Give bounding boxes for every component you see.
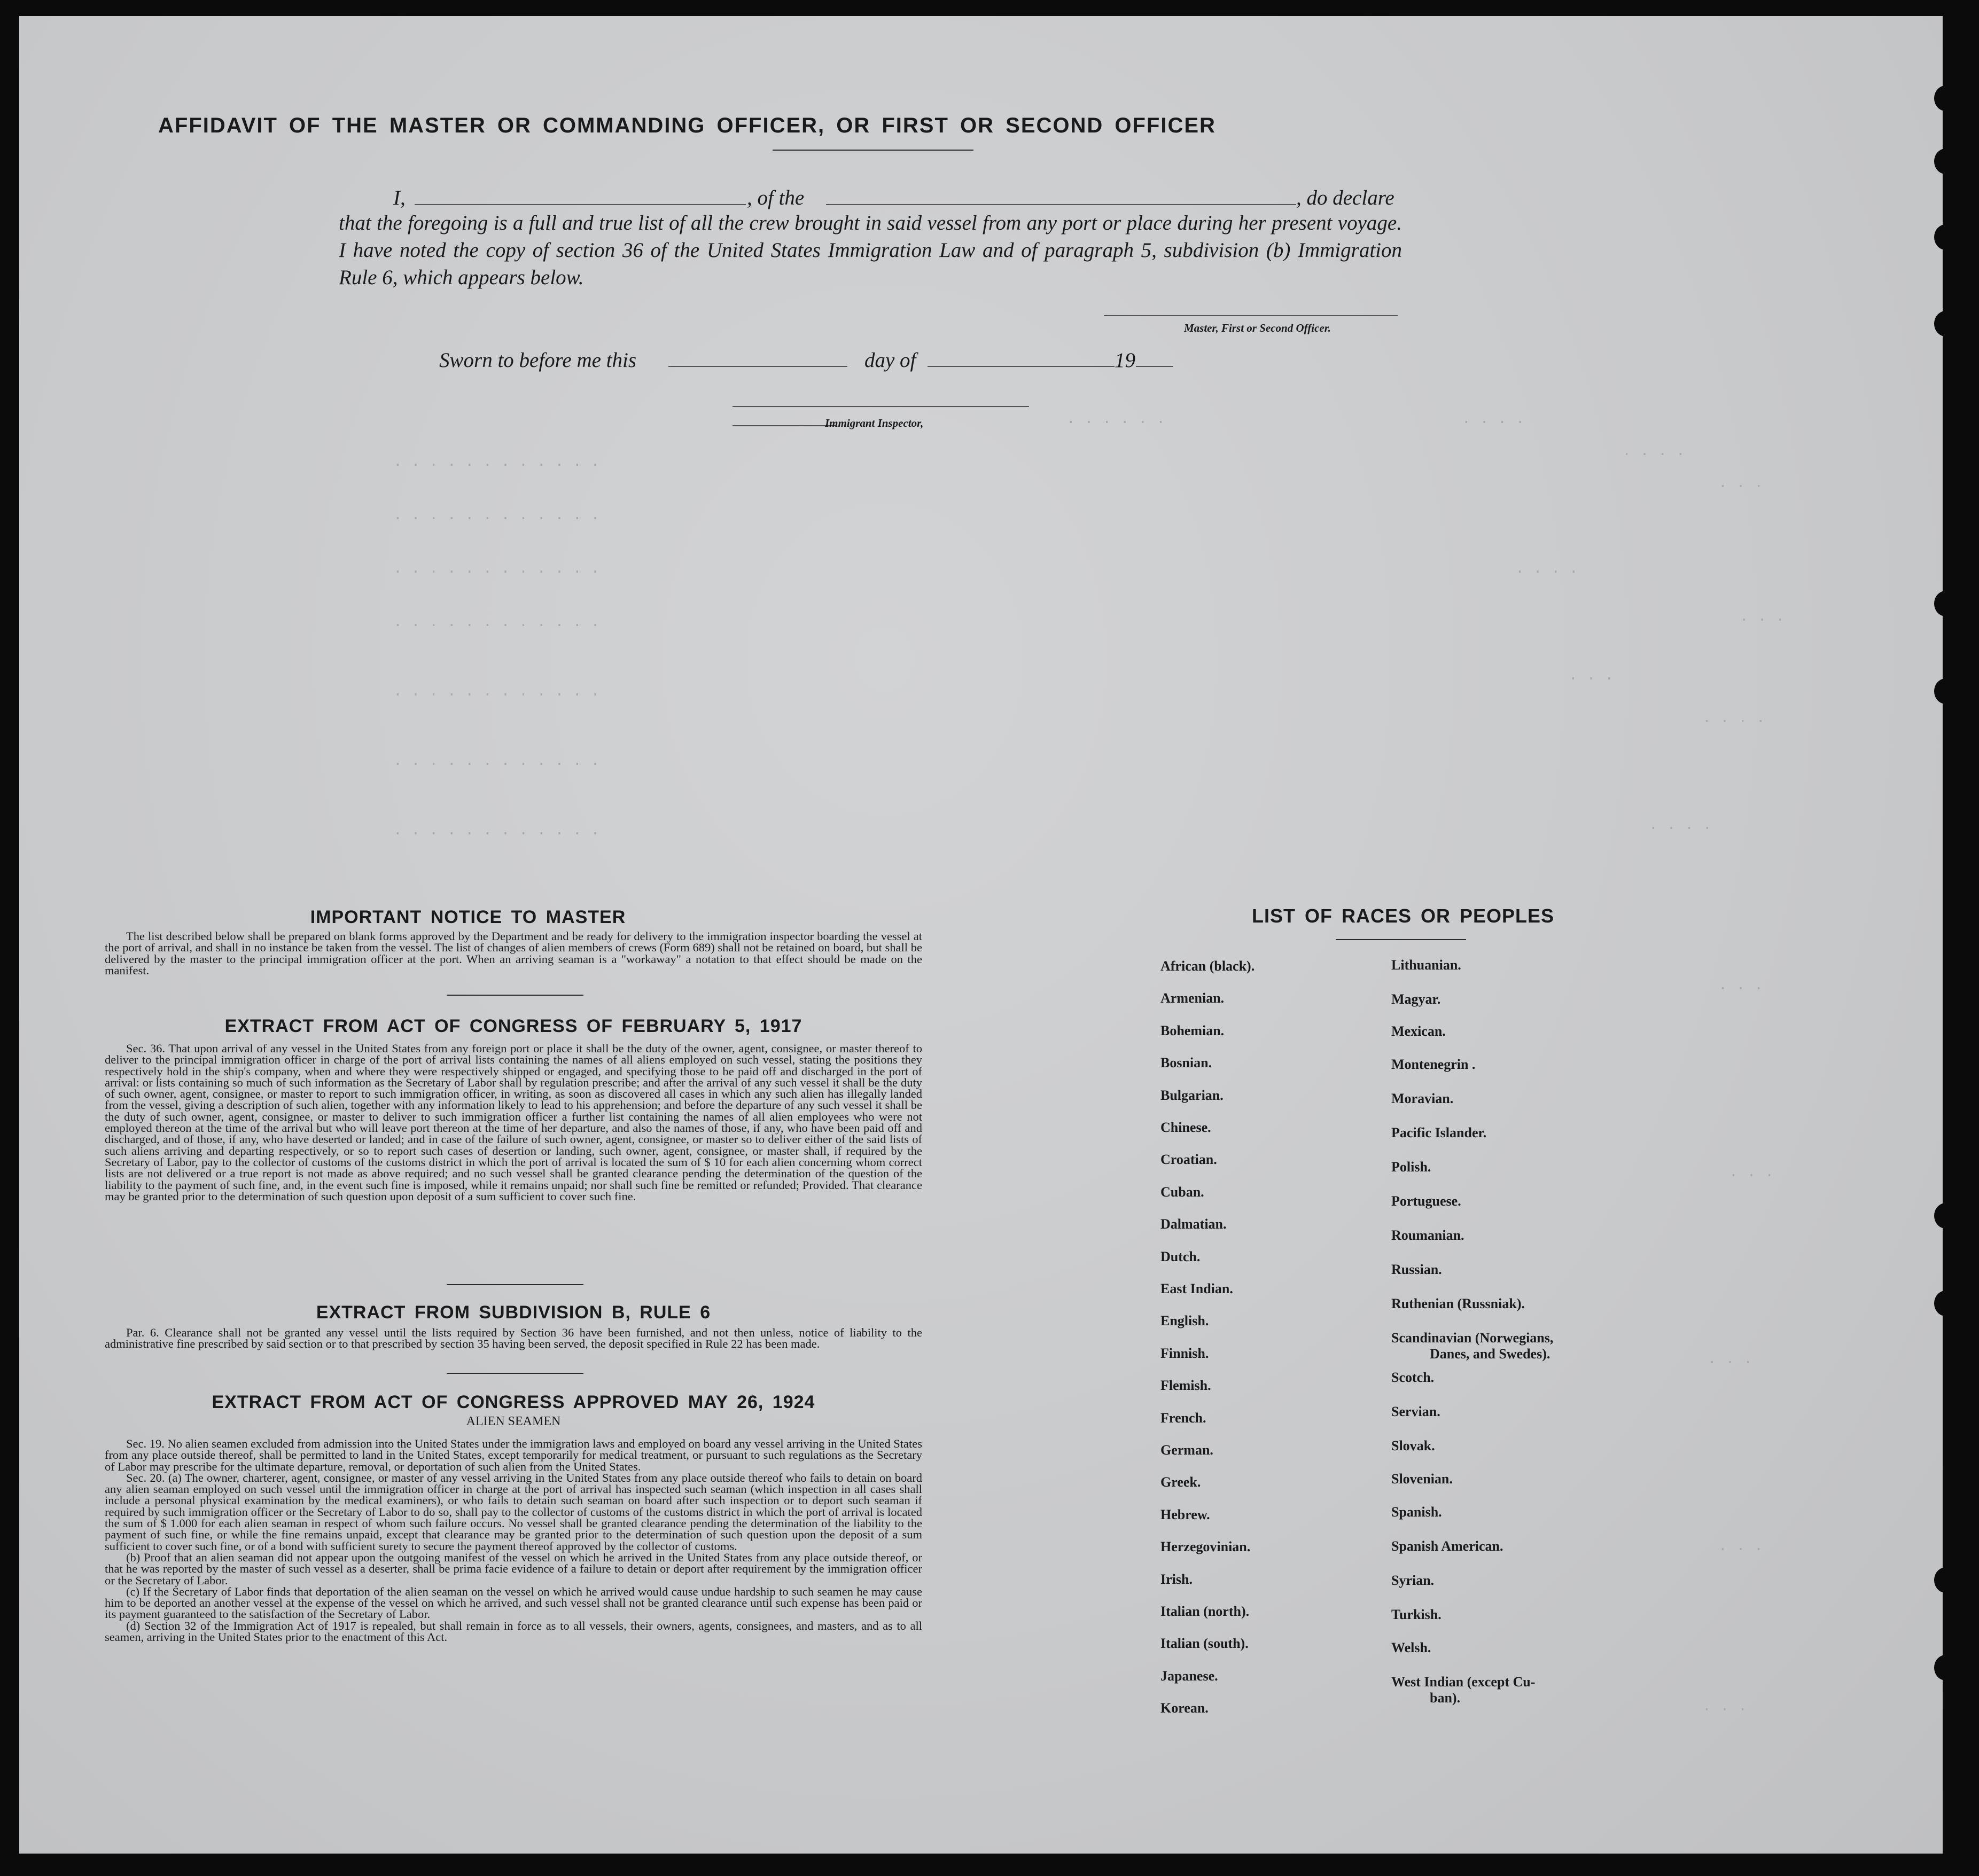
race-item: Chinese. (1160, 1120, 1211, 1135)
race-item: Dutch. (1160, 1248, 1201, 1264)
extract-1924-para: (b) Proof that an alien seaman did not appear upon the outgoing manifest of the vessel on which he arrived in the United States from any place outside thereof, or that he was reported by the master of such vessel as a deserter, shall be prima facie evidence of a failure to detain or deport after requirement by the immigration officer or the Secretary of Labor. (105, 1550, 922, 1587)
inspector-signature-label: Immigrant Inspector, (825, 417, 924, 429)
extract-1917-rule (447, 1284, 583, 1285)
affidavit-title-rule (773, 150, 973, 151)
race-item: Mexican. (1391, 1023, 1446, 1039)
notice-text: The list described below shall be prepared on blank forms approved by the Department and be ready for delivery to the immigration inspector boarding the vessel at the port of arrival, and shall in no instance be taken from the vessel. The list of changes of alien members of crews (Form 689) shall not be retained on board, but shall be delivered by the master to the principal immigration officer at the port. When an arriving seaman is a "workaway" a notation to that effect should be made on the manifest. (105, 929, 922, 977)
extract-1924-subtitle: ALIEN SEAMEN (466, 1414, 561, 1428)
race-item: Korean. (1160, 1700, 1209, 1716)
race-item: Syrian. (1391, 1573, 1435, 1588)
notice-rule (447, 995, 583, 996)
affidavit-body: that the foregoing is a full and true list of all the crew brought in said vessel from any port or place during her present voyage. I have noted the copy of section 36 of the United States Immigration Law and of paragraph 5, subdivision (b) Immigration Rule 6, which appears below. (339, 212, 1402, 289)
race-item: Portuguese. (1391, 1193, 1461, 1209)
inspector-signature-line-2 (733, 425, 837, 426)
punch-hole (1934, 1567, 1958, 1593)
race-item: Croatian. (1160, 1152, 1217, 1168)
inspector-signature-line (733, 406, 1029, 407)
race-item: Cuban. (1160, 1184, 1204, 1200)
race-item: Slovenian. (1391, 1471, 1453, 1487)
race-item: Lithuanian. (1391, 957, 1461, 973)
race-item: West Indian (except Cu- (1391, 1674, 1536, 1690)
race-item: Irish. (1160, 1571, 1193, 1587)
name-blank-line (415, 204, 746, 205)
races-title-rule (1336, 939, 1466, 940)
race-item: Ruthenian (Russniak). (1391, 1296, 1525, 1311)
affidavit-i: I, (393, 186, 406, 209)
race-item: Japanese. (1160, 1668, 1218, 1684)
race-item: Finnish. (1160, 1345, 1209, 1361)
race-item: Servian. (1391, 1404, 1440, 1419)
sworn-day-line (668, 366, 847, 367)
race-item: Montenegrin . (1391, 1057, 1476, 1072)
race-item: ban). (1430, 1690, 1461, 1706)
punch-hole (1934, 1291, 1958, 1316)
race-item: Armenian. (1160, 990, 1225, 1006)
extract-rule6-rule (447, 1373, 583, 1374)
sworn-month-line (928, 366, 1115, 367)
document-page: . . . . . . . . . . . . . . . . . . . . . . . . . . . . . . . . . . . . . . . . . . . . . . . . . . . . . . . . . . . . . . . . . . . . . . . . . . . . . . . . . . . . . . . . . . . . . . . . . . . . . . . . . . . . . . . . . . . . . . . . . . . . . . . . . . . . . . AFFIDAVIT OF THE MASTER OR COMMANDING OFFICER, OR FIRST OR SECOND OFFICER I, , of the , do declare that the foregoing is a full and true list of all the crew brought in said vessel from any port or place during her present voyage. I have noted the copy of section 36 of the United States Immigration Law and of paragraph 5, subdivision (b) Immigration Rule 6, which appears below. Master, First or Second Officer. Sworn to before me this day of 19 Immigrant Inspector, IMPORTANT NOTICE TO MASTER The list described below shall be prepared on blank forms approved by the Department and be ready for delivery to the immigration inspector boarding the vessel at the port of arrival, and shall in no instance be taken from the vessel. The list of changes of alien members of crews (Form 689) shall not be retained on board, but shall be delivered by the master to the principal immigration officer at the port. When an arriving seaman is a "workaway" a notation to that effect should be made on the manifest. EXTRACT FROM ACT OF CONGRESS OF FEBRUARY 5, 1917 Sec. 36. That upon arrival of any vessel in the United States from any foreign port or place it shall be the duty of the owner, agent, consignee, or master thereof to deliver to the principal immigration officer in charge of the port of arrival lists containing the names of all aliens employed on such vessel, stating the positions they respectively hold in the ship's company, when and where they were respectively shipped or engaged, and specifying those to be paid off and discharged in the port of arrival: or lists containing so much of such information as the Secretary of Labor shall by regulation prescribe; and after the arrival of any such vessel it shall be the duty of such owner, agent, consignee, or master to report to such immigration officer, in writing, as soon as discovered all cases in which any such alien has illegally landed from the vessel, giving a description of such alien, together with any information likely to lead to his apprehension; and before the departure of any such vessel it shall be the duty of such owner, agent, consignee, or master to deliver to such immigration officer a further list containing the names of all alien employees who were not employed thereon at the time of the arrival but who will leave port thereon at the time of her departure, and also the names of those, if any, who have been paid off and discharged, and of those, if any, who have deserted or landed; and in case of the failure of such owner, agent, consignee, or master so to deliver either of the said lists of such aliens arriving and departing respectively, or so to report such cases of desertion or landing, such owner, agent, consignee, or master shall, if required by the Secretary of Labor, pay to the collector of customs of the customs district in which the port of arrival is located the sum of $ 10 for each alien concerning whom correct lists are not delivered or a true report is not made as above required; and no such vessel shall be granted clearance pending the determination of the question of the liability to the payment of such fine, and, in the event such fine is imposed, while it remains unpaid; nor shall such fine be remitted or refunded; Provided. That clearance may be granted prior to the determination of such question upon deposit of a sum sufficient to cover such fine. EXTRACT FROM SUBDIVISION B, RULE 6 Par. 6. Clearance shall not be granted any vessel until the lists required by Section 36 have been furnished, and not then unless, notice of liability to the administrative fine prescribed by said section or to that prescribed by section 35 having been served, the deposit specified in Rule 22 has been made. EXTRACT FROM ACT OF CONGRESS APPROVED MAY 26, 1924 ALIEN SEAMEN Sec. 19. No alien seamen excluded from admission into the United States under the immigration laws and employed on board any vessel arriving in the United States from any place outside thereof, shall be permitted to land in the United States, except temporarily for medical treatment, or pursuant to such regulations as the Secretary of Labor may prescribe for the ultimate departure, removal, or deportation of such alien from the United States. Sec. 20. (a) The owner, charterer, agent, consignee, or master of any vessel arriving in the United States from any place outside thereof who fails to detain on board any alien seaman employed on such vessel until the immigration officer in charge at the port of arrival has inspected such seaman (which inspection in all cases shall include a personal physical examination by the medical examiners), or who fails to detain such seaman on board after such inspection or to deport such seaman if required by such immigration officer or the Secretary of Labor to do so, shall pay to the collector of customs of the customs district in which the port of arrival is located the sum of $ 1.000 for each alien seaman in respect of whom such failure occurs. No vessel shall be granted clearance pending the determination of the liability to the payment of such fine, or while the fine remains unpaid, except that clearance may be granted prior to the determination of such question upon the deposit of a sum sufficient to cover such fine, or of a bond with sufficient surety to secure the payment thereof approved by the collector of customs. (b) Proof that an alien seaman did not appear upon the outgoing manifest of the vessel on which he arrived in the United States from any place outside thereof, or that he was reported by the master of such vessel as a deserter, shall be prima facie evidence of a failure to detain or deport after requirement by the immigration officer or the Secretary of Labor. (c) If the Secretary of Labor finds that deportation of the alien seaman on the vessel on which he arrived would cause undue hardship to such seamen he may cause him to be deported an another vessel at the expense of the vessel on which he arrived, and such vessel shall not be granted clearance until such expense has been paid or its payment guaranteed to the satisfaction of the Secretary of Labor. (d) Section 32 of the Immigration Act of 1917 is repealed, but shall remain in force as to all vessels, their owners, agents, consignees, and masters, and as to all seamen, arriving in the United States prior to the enactment of this Act. LIST OF RACES OR PEOPLES African (black). Armenian. Bohemian. Bosnian. Bulgarian. Chinese. Croatian. Cuban. Dalmatian. Dutch. East Indian. English. Finnish. Flemish. French. German. Greek. Hebrew. Herzegovinian. Irish. Italian (north). Italian (south). Japanese. Korean. Lithuanian. Magyar. Mexican. Montenegrin . Moravian. Pacific Islander. Polish. Portuguese. Roumanian. Russian. Ruthenian (Russniak). Scandinavian (Norwegians, Danes, and Swedes). Scotch. Servian. Slovak. Slovenian. Spanish. Spanish American. Syrian. Turkish. Welsh. West Indian (except Cu- ban). (19, 16, 1943, 1854)
affidavit-title: AFFIDAVIT OF THE MASTER OR COMMANDING OFFICER, OR FIRST OR SECOND OFFICER (158, 114, 1216, 137)
race-item: Pacific Islander. (1391, 1125, 1487, 1140)
races-title: LIST OF RACES OR PEOPLES (1251, 905, 1555, 927)
race-item: Moravian. (1391, 1091, 1454, 1106)
extract-1924-text (105, 1438, 922, 1643)
affidavit-of-the: , of the (747, 186, 805, 209)
master-signature-line (1104, 315, 1398, 316)
sworn-year: 19 (1115, 349, 1135, 372)
race-item: Scotch. (1391, 1370, 1435, 1385)
race-item: Bulgarian. (1160, 1087, 1224, 1103)
punch-hole (1934, 224, 1958, 250)
sworn-year-line (1136, 366, 1173, 367)
sworn-day-of: day of (864, 349, 916, 372)
sworn-text: Sworn to before me this (439, 349, 637, 372)
extract-1924-para: (d) Section 32 of the Immigration Act of 1917 is repealed, but shall remain in force as to all vessels, their owners, agents, consignees, and masters, and as to all seamen, arriving in the United States prior to the enactment of this Act. (105, 1619, 922, 1644)
race-item: Italian (north). (1160, 1604, 1250, 1619)
race-item: Bohemian. (1160, 1022, 1225, 1038)
extract-1917-text: Sec. 36. That upon arrival of any vessel in the United States from any foreign port or place it shall be the duty of the owner, agent, consignee, or master thereof to deliver to the principal immigration officer in charge of the port of arrival lists containing the names of all aliens employed on such vessel, stating the positions they respectively hold in the ship's company, when and where they were respectively shipped or engaged, and specifying those to be paid off and discharged in the port of arrival: or lists containing so much of such information as the Secretary of Labor shall by regulation prescribe; and after the arrival of any such vessel it shall be the duty of such owner, agent, consignee, or master to report to such immigration officer, in writing, as soon as discovered all cases in which any such alien has illegally landed from the vessel, giving a description of such alien, together with any information likely to lead to his apprehension; and before the departure of any such vessel it shall be the duty of such owner, agent, consignee, or master to deliver to such immigration officer a further list containing the names of all alien employees who were not employed thereon at the time of the arrival but who will leave port thereon at the time of her departure, and also the names of those, if any, who have been paid off and discharged, and of those, if any, who have deserted or landed; and in case of the failure of such owner, agent, consignee, or master so to deliver either of the said lists of such aliens arriving and departing respectively, or so to report such cases of desertion or landing, such owner, agent, consignee, or master shall, if required by the Secretary of Labor, pay to the collector of customs of the customs district in which the port of arrival is located the sum of $ 10 for each alien concerning whom correct lists are not delivered or a true report is not made as above required; and no such vessel shall be granted clearance pending the determination of the question of the liability to the payment of such fine, and, in the event such fine is imposed, while it remains unpaid; nor shall such fine be remitted or refunded; Provided. That clearance may be granted prior to the determination of such question upon deposit of a sum sufficient to cover such fine. (105, 1042, 922, 1203)
extract-1917-title: EXTRACT FROM ACT OF CONGRESS OF FEBRUARY 5, 1917 (224, 1016, 802, 1036)
race-item: French. (1160, 1410, 1206, 1426)
race-item: Spanish American. (1391, 1538, 1503, 1554)
race-item: Herzegovinian. (1160, 1539, 1251, 1555)
extract-rule6-title: EXTRACT FROM SUBDIVISION B, RULE 6 (316, 1302, 711, 1323)
punch-hole (1934, 591, 1958, 616)
extract-1924-para: Sec. 19. No alien seamen excluded from admission into the United States under the immigration laws and employed on board any vessel arriving in the United States from any place outside thereof, shall be permitted to land in the United States, except temporarily for medical treatment, or pursuant to such regulations as the Secretary of Labor may prescribe for the ultimate departure, removal, or deportation of such alien from the United States. (105, 1437, 922, 1473)
race-item: Italian (south). (1160, 1636, 1249, 1652)
affidavit-do-declare: , do declare (1296, 186, 1394, 209)
race-item: African (black). (1160, 958, 1255, 974)
notice-title: IMPORTANT NOTICE TO MASTER (310, 907, 626, 927)
race-item: Danes, and Swedes). (1430, 1346, 1551, 1362)
master-signature-label: Master, First or Second Officer. (1184, 322, 1331, 334)
race-item: Scandinavian (Norwegians, (1391, 1330, 1554, 1346)
vessel-blank-line (826, 204, 1296, 205)
race-item: German. (1160, 1442, 1213, 1458)
race-item: Flemish. (1160, 1378, 1211, 1394)
race-item: Russian. (1391, 1262, 1442, 1277)
extract-1924-para: Sec. 20. (a) The owner, charterer, agent, consignee, or master of any vessel arriving in the United States from any place outside thereof who fails to detain on board any alien seaman employed on such vessel until the immigration officer in charge at the port of arrival has inspected such seaman (which inspection in all cases shall include a personal physical examination by the medical examiners), or who fails to detain such seaman on board after such inspection or to deport such seaman if required by such immigration officer or the Secretary of Labor to do so, shall pay to the collector of customs of the customs district in which the port of arrival is located the sum of $ 1.000 for each alien seaman in respect of whom such failure occurs. No vessel shall be granted clearance pending the determination of the liability to the payment of such fine, or while the fine remains unpaid, except that clearance may be granted prior to the determination of such question upon the deposit of a sum sufficient to cover such fine, or of a bond with sufficient surety to secure the payment thereof approved by the collector of customs. (105, 1471, 922, 1553)
race-item: Magyar. (1391, 991, 1441, 1007)
extract-rule6-text: Par. 6. Clearance shall not be granted any vessel until the lists required by Section 36 have been furnished, and not then unless, notice of liability to the administrative fine prescribed by said section or to that prescribed by section 35 having been served, the deposit specified in Rule 22 has been made. (105, 1326, 922, 1351)
race-item: Hebrew. (1160, 1506, 1210, 1522)
race-item: Dalmatian. (1160, 1216, 1227, 1232)
punch-hole (1934, 148, 1958, 174)
race-item: English. (1160, 1313, 1209, 1329)
extract-1924-para: (c) If the Secretary of Labor finds that deportation of the alien seaman on the vessel on which he arrived would cause undue hardship to such seamen he may cause him to be deported an another vessel at the expense of the vessel on which he arrived, and such vessel shall not be granted clearance until such expense has been paid or its payment guaranteed to the satisfaction of the Secretary of Labor. (105, 1584, 922, 1621)
race-item: Welsh. (1391, 1640, 1431, 1655)
race-item: Spanish. (1391, 1504, 1442, 1520)
race-item: Bosnian. (1160, 1055, 1212, 1071)
race-item: Turkish. (1391, 1607, 1442, 1622)
race-item: Greek. (1160, 1474, 1201, 1490)
punch-hole (1934, 678, 1958, 704)
punch-hole (1934, 85, 1958, 111)
race-item: Slovak. (1391, 1438, 1435, 1453)
race-item: Polish. (1391, 1159, 1431, 1175)
punch-hole (1934, 1655, 1958, 1680)
race-item: Roumanian. (1391, 1228, 1464, 1243)
race-item: East Indian. (1160, 1281, 1233, 1296)
punch-hole (1934, 1203, 1958, 1229)
extract-1924-title: EXTRACT FROM ACT OF CONGRESS APPROVED MAY 26, 1924 (212, 1392, 815, 1412)
punch-hole (1934, 311, 1958, 337)
